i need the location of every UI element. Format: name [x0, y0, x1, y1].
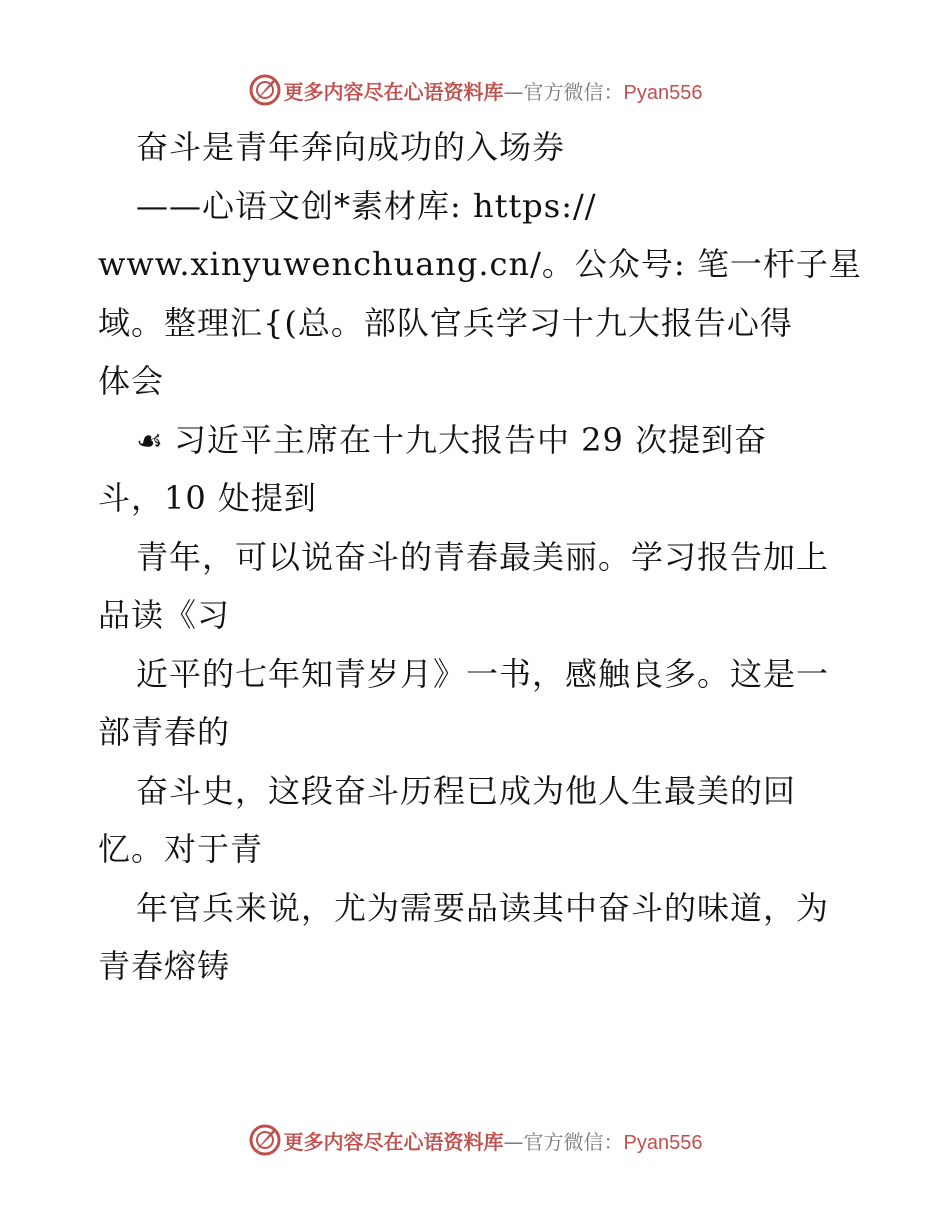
text-line: 斗，10 处提到 [98, 479, 317, 517]
text-line: 忆。对于青 [98, 830, 264, 868]
text-line: 习近平主席在十九大报告中 29 次提到奋 [174, 420, 768, 459]
banner-main-text: 更多内容尽在心语资料库 [283, 1129, 504, 1154]
text-line: 青春熔铸 [98, 947, 231, 985]
banner-text [284, 1126, 703, 1155]
banner-dash: — [503, 79, 524, 104]
text-line: 域。整理汇{(总。部队官兵学习十九大报告心得 [98, 303, 793, 342]
banner-text [284, 76, 703, 105]
text-line: 部青春的 [98, 713, 231, 751]
text-line: 近平的七年知青岁月》一书，感触良多。这是一 [136, 654, 830, 693]
text-line: www.xinyuwenchuang.cn/。公众号: 笔一杆子星 [98, 245, 862, 283]
banner-main-text: 更多内容尽在心语资料库 [283, 79, 504, 104]
floral-bullet-icon: ☙ [136, 424, 164, 459]
banner-wechat-label: 官方微信： [523, 1129, 624, 1154]
text-line: 奋斗史，这段奋斗历程已成为他人生最美的回 [136, 771, 797, 810]
text-line: ——心语文创*素材库: https:// [136, 186, 597, 225]
footer-banner [0, 1120, 950, 1160]
banner-wechat-label: 官方微信： [523, 79, 624, 104]
text-line: 年官兵来说，尤为需要品读其中奋斗的味道，为 [136, 888, 830, 927]
text-line: 体会 [98, 362, 165, 400]
document-body [98, 118, 868, 996]
quill-logo-icon [248, 1123, 282, 1157]
bullet-line [98, 411, 868, 470]
text-line: 品读《习 [98, 596, 231, 634]
header-banner [0, 70, 950, 110]
quill-logo-icon [248, 73, 282, 107]
banner-wechat-id: Pyan556 [623, 1131, 703, 1154]
document-title: 奋斗是青年奔向成功的入场券 [136, 128, 566, 166]
banner-wechat-id: Pyan556 [623, 81, 703, 104]
text-line: 青年，可以说奋斗的青春最美丽。学习报告加上 [136, 537, 830, 576]
banner-dash: — [503, 1129, 524, 1154]
